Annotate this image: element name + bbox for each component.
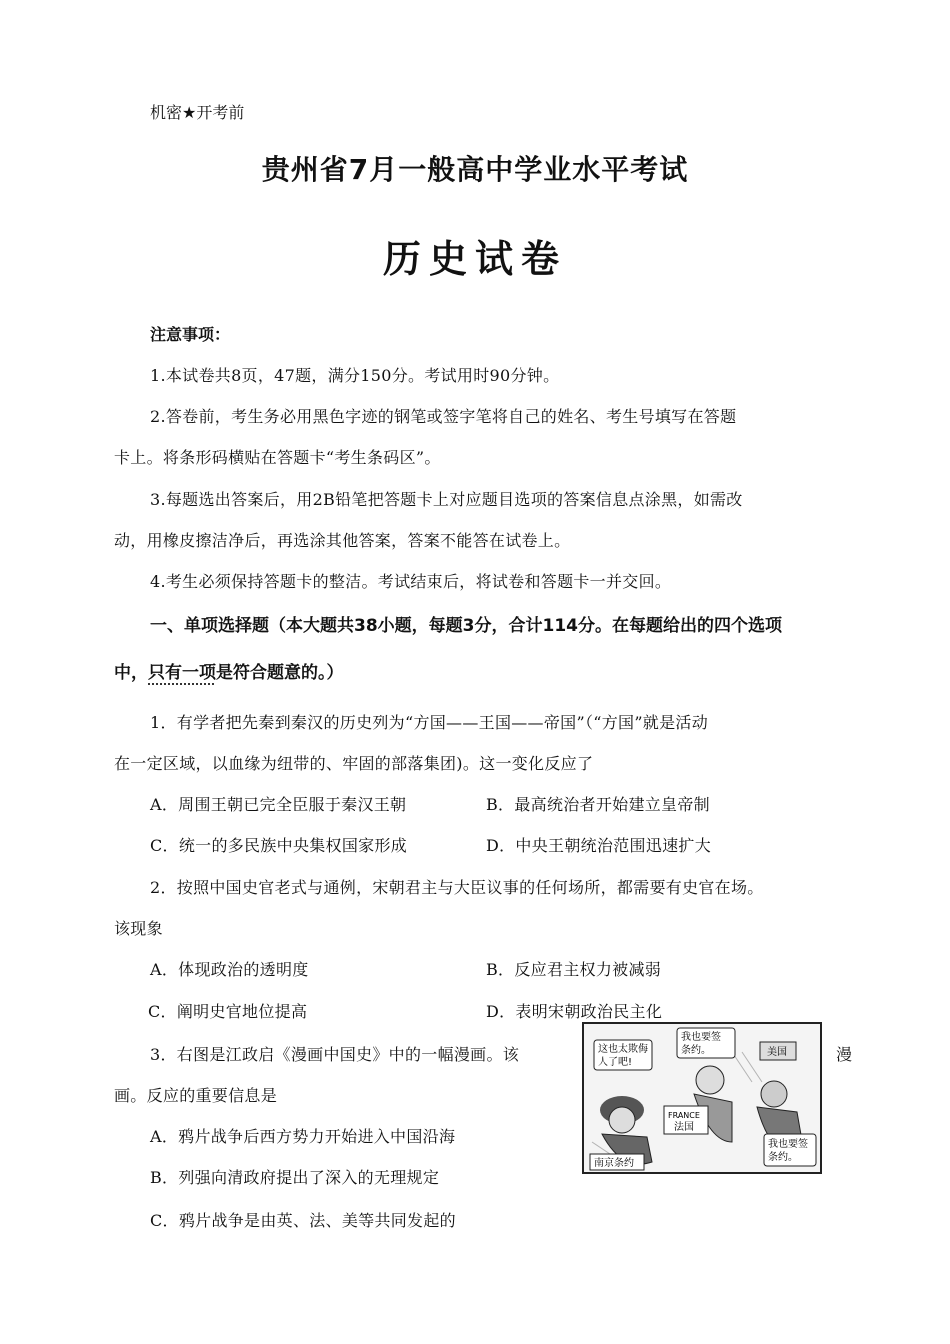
- q2-stem-line-2: 该现象: [114, 919, 163, 938]
- q2-option-a: A．体现政治的透明度: [150, 960, 309, 979]
- history-cartoon-image: [582, 1022, 822, 1174]
- exam-title: 贵州省7月一般高中学业水平考试: [261, 153, 689, 186]
- section-1-heading-post: 是符合题意的。）: [216, 663, 344, 683]
- section-1-heading-line-2: [114, 658, 344, 683]
- cartoon-bubble-bottom-2: 条约。: [768, 1152, 798, 1163]
- q1-stem-line-2: 在一定区域，以血缘为纽带的、牢固的部落集团)。这一变化反应了: [114, 754, 594, 773]
- q2-stem-line-1: 2．按照中国史官老式与通例，宋朝君主与大臣议事的任何场所，都需要有史官在场。: [150, 878, 764, 897]
- notice-item-2-line-2: 卡上。将条形码横贴在答题卡“考生条码区”。: [114, 448, 441, 467]
- q3-option-b: B．列强向清政府提出了深入的无理规定: [150, 1168, 440, 1187]
- cartoon-bubble-top-2: 条约。: [681, 1045, 711, 1056]
- notice-item-4: 4.考生必须保持答题卡的整洁。考试结束后，将试卷和答题卡一并交回。: [150, 572, 672, 591]
- section-1-heading-line-1: 一、单项选择题（本大题共38小题，每题3分，合计114分。在每题给出的四个选项: [150, 616, 782, 636]
- q1-option-b: B．最高统治者开始建立皇帝制: [486, 795, 710, 814]
- cartoon-paper-bottom: 南京条约: [594, 1158, 634, 1169]
- cartoon-bubble-top-1: 我也要签: [681, 1032, 721, 1043]
- q3-stem-line-1: 3．右图是江政启《漫画中国史》中的一幅漫画。该: [150, 1045, 520, 1064]
- q1-option-c: C．统一的多民族中央集权国家形成: [150, 836, 408, 855]
- q2-option-d: D．表明宋朝政治民主化: [486, 1002, 663, 1021]
- cartoon-paper-fa: 法国: [674, 1122, 694, 1133]
- cartoon-bubble-left-1: 这也太欺侮: [598, 1044, 648, 1055]
- confidential-label: 机密★开考前: [150, 103, 245, 122]
- section-1-heading-pre: 中，: [114, 663, 148, 683]
- q2-option-b: B．反应君主权力被减弱: [486, 960, 662, 979]
- notice-item-1: 1.本试卷共8页，47题，满分150分。考试用时90分钟。: [150, 366, 560, 385]
- notice-heading: 注意事项：: [150, 325, 231, 344]
- cartoon-bubble-left-2: 人了吧!: [598, 1057, 633, 1068]
- q3-option-c: C．鸦片战争是由英、法、美等共同发起的: [150, 1211, 456, 1230]
- q3-stem-line-1-end: 漫: [836, 1045, 853, 1064]
- cartoon-sign-top: 美国: [767, 1047, 787, 1058]
- cartoon-paper-france: FRANCE: [668, 1111, 700, 1120]
- q2-option-c: C．阐明史官地位提高: [148, 1002, 308, 1021]
- q1-stem-line-1: 1．有学者把先秦到秦汉的历史列为“方国——王国——帝国”（“方国”就是活动: [150, 713, 708, 732]
- q3-stem-line-2: 画。反应的重要信息是: [114, 1086, 278, 1105]
- notice-item-3-line-2: 动，用橡皮擦洁净后，再选涂其他答案，答案不能答在试卷上。: [114, 531, 571, 550]
- q1-option-a: A．周围王朝已完全臣服于秦汉王朝: [150, 795, 407, 814]
- q3-option-a: A．鸦片战争后西方势力开始进入中国沿海: [150, 1127, 456, 1146]
- q1-option-d: D．中央王朝统治范围迅速扩大: [486, 836, 712, 855]
- section-1-emphasis: 只有一项: [148, 663, 216, 683]
- notice-item-3-line-1: 3.每题选出答案后，用2B铅笔把答题卡上对应题目选项的答案信息点涂黑，如需改: [150, 490, 743, 509]
- cartoon-bubble-bottom-1: 我也要签: [768, 1139, 808, 1150]
- notice-item-2-line-1: 2.答卷前，考生务必用黑色字迹的钢笔或签字笔将自己的姓名、考生号填写在答题: [150, 407, 737, 426]
- exam-subtitle: 历史试卷: [382, 236, 567, 281]
